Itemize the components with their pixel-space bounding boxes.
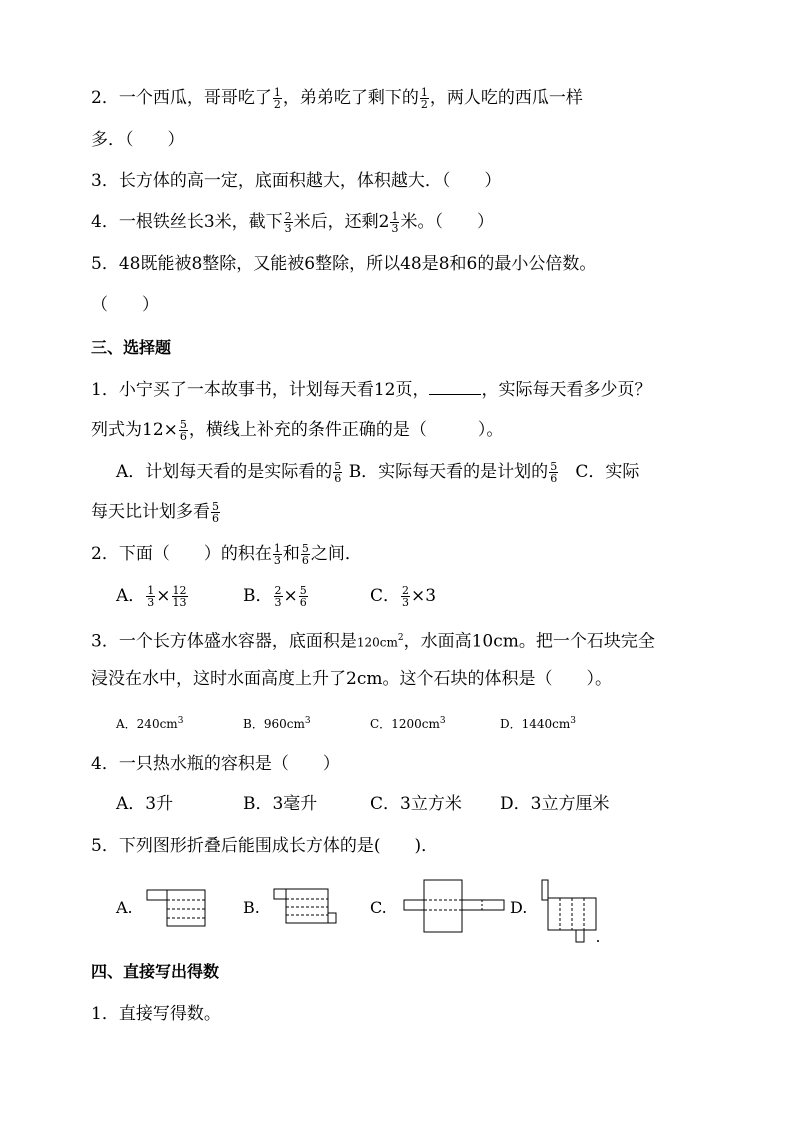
denominator: 2 bbox=[420, 98, 428, 111]
s3-q4-option-b[interactable]: B．3毫升 bbox=[243, 794, 318, 814]
fraction bbox=[549, 461, 558, 484]
tf-q4 bbox=[91, 208, 494, 236]
denominator: 6 bbox=[179, 430, 187, 443]
fraction bbox=[301, 543, 310, 566]
fraction bbox=[172, 585, 188, 608]
numerator: 2 bbox=[402, 584, 410, 597]
s3-q1-text-c: 列式为12× bbox=[91, 420, 178, 440]
option-letter: C． bbox=[370, 586, 401, 606]
s3-q1-text-b: ，实际每天看多少页？ bbox=[481, 380, 652, 400]
option-a-label: A．计划每天看的是实际看的 bbox=[116, 462, 333, 482]
s3-q3-option-a[interactable] bbox=[116, 707, 183, 738]
s3-q3-text-b: ，水面高10cm。把一个石块完全 bbox=[403, 631, 655, 652]
s3-q5-option-d-label[interactable]: D. bbox=[510, 898, 528, 917]
s3-q5-option-a-label[interactable]: A. bbox=[116, 898, 133, 917]
s3-q2-option-a[interactable] bbox=[116, 582, 189, 610]
net-figure-d[interactable] bbox=[538, 878, 604, 944]
option-b-label: B．实际每天看的是计划的 bbox=[348, 462, 549, 482]
fraction bbox=[284, 211, 293, 234]
denominator: 3 bbox=[273, 554, 281, 567]
section4-title: 四、直接写出得数 bbox=[91, 962, 220, 981]
numerator: 12 bbox=[172, 584, 187, 597]
unit-exponent: 3 bbox=[177, 716, 184, 726]
denominator: 6 bbox=[212, 512, 219, 525]
numerator: 2 bbox=[274, 584, 282, 597]
denominator: 6 bbox=[301, 554, 309, 567]
net-figure-a[interactable] bbox=[145, 888, 207, 928]
fraction bbox=[211, 501, 220, 524]
tf-q2-text-c: ，两人吃的西瓜一样 bbox=[429, 88, 583, 108]
unit-exponent: 3 bbox=[570, 716, 576, 726]
denominator: 3 bbox=[284, 222, 292, 235]
s3-q3-option-c[interactable] bbox=[370, 707, 446, 738]
answer-blank[interactable] bbox=[429, 378, 481, 395]
option-tail: ×3 bbox=[411, 586, 437, 606]
option-c-continuation: 每天比计划多看 bbox=[91, 502, 210, 522]
s3-q1-text-a: 1．小宁买了一本故事书，计划每天看12页， bbox=[91, 380, 430, 400]
s3-q4-option-a[interactable]: A．3升 bbox=[116, 794, 174, 814]
s3-q3-text-a: 3．一个长方体盛水容器，底面积是 bbox=[91, 631, 357, 652]
fraction bbox=[274, 585, 283, 608]
s3-q3-line2: 浸没在水中，这时水面高度上升了2cm。这个石块的体积是（ ）。 bbox=[91, 669, 612, 689]
s3-q5-option-c-label[interactable]: C. bbox=[370, 898, 387, 917]
s3-q1-options-line bbox=[116, 458, 639, 486]
option-letter: A． bbox=[116, 717, 137, 731]
fraction bbox=[273, 543, 282, 566]
s3-q2-text-b: 和 bbox=[282, 544, 300, 564]
numerator: 5 bbox=[550, 460, 558, 473]
unit-exponent: 3 bbox=[439, 716, 446, 726]
s3-q2-line bbox=[91, 540, 362, 568]
s3-q4-line: 4．一只热水瓶的容积是（ ） bbox=[91, 754, 340, 774]
fraction bbox=[333, 461, 342, 484]
option-letter: B． bbox=[243, 717, 264, 731]
tf-q2-text-a: 2．一个西瓜，哥哥吃了 bbox=[91, 88, 272, 108]
option-letter: B． bbox=[243, 586, 273, 606]
s3-q1-option-a[interactable] bbox=[116, 460, 343, 485]
s3-q1-option-b[interactable] bbox=[348, 460, 560, 485]
tf-q4-text-a: 4．一根铁丝长3米，截下 bbox=[91, 212, 283, 232]
option-value: 1440cm bbox=[521, 717, 571, 731]
s3-q3-option-d[interactable] bbox=[500, 707, 576, 738]
section3-title: 三、选择题 bbox=[91, 338, 172, 357]
option-letter: A． bbox=[116, 586, 146, 606]
tf-q4-text-b: 米后，还剩 bbox=[293, 212, 379, 232]
tf-q2-text-b: ，弟弟吃了剩下的 bbox=[282, 88, 419, 108]
denominator: 2 bbox=[273, 98, 281, 111]
numerator: 1 bbox=[273, 86, 281, 99]
s4-q1: 1．直接写得数。 bbox=[91, 1004, 221, 1024]
area-value: 120cm bbox=[356, 635, 398, 650]
option-letter: C． bbox=[370, 717, 392, 731]
s3-q2-option-b[interactable] bbox=[243, 582, 309, 610]
s3-q4-option-c[interactable]: C．3立方米 bbox=[370, 794, 462, 814]
numerator: 2 bbox=[284, 210, 292, 223]
tf-q5-line1: 5．48既能被8整除，又能被6整除，所以48是8和6的最小公倍数。 bbox=[91, 254, 597, 274]
numerator: 1 bbox=[420, 86, 428, 99]
denominator: 6 bbox=[550, 472, 558, 485]
net-figure-b[interactable] bbox=[272, 885, 338, 929]
tf-q4-text-c: 米。（ ） bbox=[400, 212, 494, 232]
fraction bbox=[390, 211, 399, 234]
denominator: 13 bbox=[172, 596, 187, 609]
numerator: 5 bbox=[212, 500, 219, 513]
s3-q5-line: 5．下列图形折叠后能围成长方体的是( )． bbox=[91, 836, 439, 856]
s3-q3-option-b[interactable] bbox=[243, 707, 311, 738]
tf-q5-line2: （ ） bbox=[91, 295, 159, 315]
s3-q1-line1 bbox=[91, 376, 651, 404]
unit-exponent: 2 bbox=[397, 633, 404, 643]
numerator: 5 bbox=[301, 542, 309, 555]
denominator: 3 bbox=[147, 596, 155, 609]
denominator: 6 bbox=[299, 596, 307, 609]
net-figure-c[interactable] bbox=[402, 878, 506, 934]
s3-q1-option-c[interactable]: C．实际 bbox=[575, 462, 640, 482]
option-value: 240cm bbox=[136, 717, 178, 731]
s3-q3-line1 bbox=[91, 624, 655, 657]
numerator: 5 bbox=[179, 418, 187, 431]
tf-q3: 3．长方体的高一定，底面积越大，体积越大．（ ） bbox=[91, 171, 502, 191]
option-letter: D． bbox=[500, 717, 522, 731]
numerator: 5 bbox=[299, 584, 307, 597]
mixed-whole: 2 bbox=[378, 212, 390, 232]
s3-q1-line2 bbox=[91, 416, 503, 444]
fraction bbox=[273, 87, 282, 110]
denominator: 3 bbox=[402, 596, 410, 609]
times-sign: × bbox=[156, 586, 171, 606]
numerator: 1 bbox=[147, 584, 155, 597]
unit-exponent: 3 bbox=[304, 716, 311, 726]
s3-q1-text-d: ，横线上补充的条件正确的是（ ）。 bbox=[188, 420, 504, 440]
numerator: 5 bbox=[334, 460, 342, 473]
denominator: 3 bbox=[391, 222, 399, 235]
s3-q1-options-line2 bbox=[91, 498, 221, 526]
s3-q2-option-c[interactable] bbox=[370, 582, 436, 610]
times-sign: × bbox=[283, 586, 298, 606]
s3-q5-option-b-label[interactable]: B. bbox=[243, 898, 260, 917]
tf-q2-line2: 多．（ ） bbox=[91, 130, 185, 150]
fraction bbox=[401, 585, 410, 608]
numerator: 1 bbox=[273, 542, 281, 555]
fraction bbox=[299, 585, 308, 608]
tf-q2-line1 bbox=[91, 84, 583, 112]
fraction bbox=[420, 87, 429, 110]
s3-q2-text-c: 之间． bbox=[310, 544, 362, 564]
s3-q4-option-d[interactable]: D．3立方厘米 bbox=[500, 794, 610, 814]
numerator: 1 bbox=[391, 210, 399, 223]
denominator: 6 bbox=[334, 472, 342, 485]
fraction bbox=[179, 419, 188, 442]
option-value: 960cm bbox=[263, 717, 305, 731]
denominator: 3 bbox=[274, 596, 282, 609]
s3-q2-text-a: 2．下面（ ）的积在 bbox=[91, 544, 272, 564]
fraction bbox=[146, 585, 155, 608]
option-value: 1200cm bbox=[391, 717, 440, 731]
